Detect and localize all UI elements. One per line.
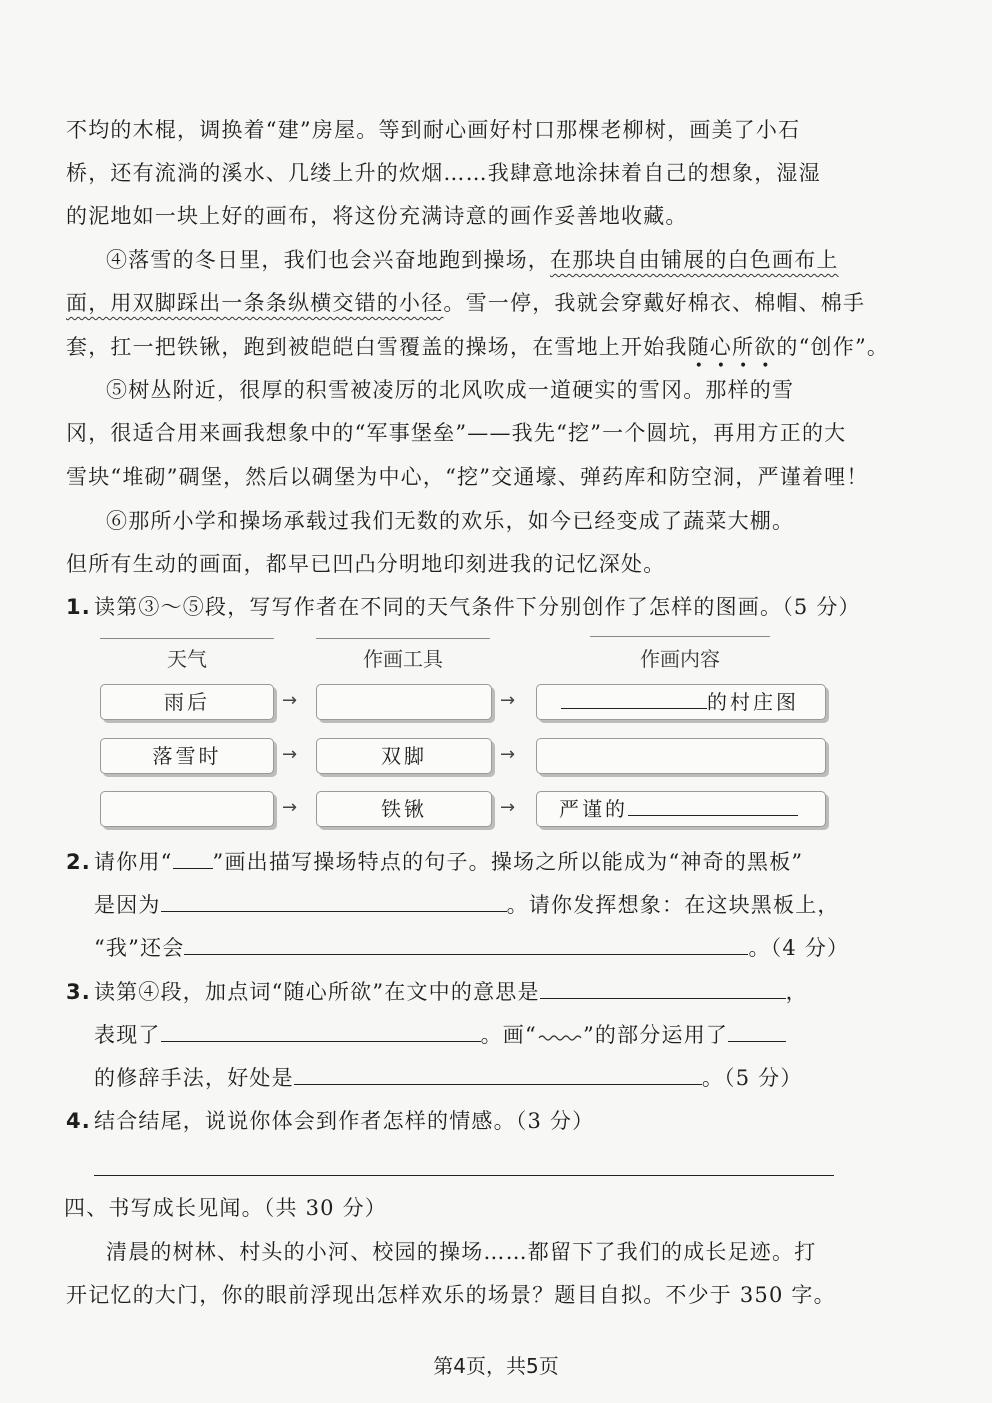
table-header-tool: 作画工具 <box>363 647 443 671</box>
question-3-line-2 <box>66 1019 836 1050</box>
question-1-text: 读第③～⑤段，写写作者在不同的天气条件下分别创作了怎样的图画。（5 分） <box>94 595 861 619</box>
paragraph-5-line-3: 雪块“堆砌”碉堡，然后以碉堡为中心，“挖”交通壕、弹药库和防空洞，严谨着哩！ <box>66 465 869 489</box>
answer-blank[interactable] <box>184 932 748 955</box>
cell-tool-2: 双脚 <box>316 738 492 774</box>
underline-symbol-blank <box>173 846 213 869</box>
paragraph-5-line-1: ⑤树丛附近，很厚的积雪被凌厉的北风吹成一道硬实的雪冈。那样的雪 <box>106 378 795 402</box>
page-number: 第4页，共5页 <box>433 1354 559 1378</box>
question-1 <box>66 592 861 622</box>
dotted-word-text: 随心所欲 <box>687 335 777 359</box>
cell-content-3-text: 严谨的 <box>559 797 628 821</box>
question-2-text-b1: 是因为 <box>94 893 161 917</box>
header-rule-content <box>590 636 770 637</box>
passage-line-3: 的泥地如一块上好的画布，将这份充满诗意的画作妥善地收藏。 <box>66 204 688 228</box>
cell-content-3 <box>536 791 826 827</box>
arrow-icon: → <box>282 744 298 765</box>
cell-content-1-text: 的村庄图 <box>707 690 799 714</box>
question-2-text-a2: ”画出描写操场特点的句子。操场之所以能成为“神奇的黑板” <box>212 850 804 874</box>
cell-tool-3: 铁锹 <box>316 791 492 827</box>
cell-content-1 <box>536 684 826 720</box>
p4-text-c1: 套，扛一把铁锹，跑到被皑皑白雪覆盖的操场，在雪地上开始我 <box>66 335 688 359</box>
answer-blank[interactable] <box>728 1019 786 1042</box>
answer-blank[interactable] <box>561 690 707 709</box>
question-1-number: 1. <box>66 595 91 619</box>
question-3-text-a2: ， <box>785 980 808 1004</box>
question-3-line-1 <box>66 976 836 1007</box>
passage-line-1: 不均的木棍，调换着“建”房屋。等到耐心画好村口那棵老柳树，画美了小石 <box>66 118 801 142</box>
section-4-line-2: 开记忆的大门，你的眼前浮现出怎样欢乐的场景？题目自拟。不少于 350 字。 <box>66 1283 836 1307</box>
question-4-number: 4. <box>66 1109 91 1133</box>
p4-text-b: 。雪一停，我就会穿戴好棉衣、棉帽、棉手 <box>443 291 866 315</box>
question-4-text: 结合结尾，说说你体会到作者怎样的情感。（3 分） <box>94 1109 595 1133</box>
question-3-text-b3: ”的部分运用了 <box>582 1023 729 1047</box>
question-3-text-b1: 表现了 <box>94 1023 161 1047</box>
header-rule-weather <box>100 638 274 639</box>
question-3-text-c1: 的修辞手法，好处是 <box>94 1066 294 1090</box>
question-2-line-1 <box>66 846 836 877</box>
question-2-text-c2: 。（4 分） <box>748 936 850 960</box>
table-header-content: 作画内容 <box>640 647 720 671</box>
question-2-line-3 <box>66 932 850 963</box>
section-4-title: 四、书写成长见闻。（共 30 分） <box>64 1196 387 1220</box>
cell-weather-3-answer[interactable] <box>100 791 274 827</box>
cell-content-2-answer[interactable] <box>536 738 826 774</box>
arrow-icon: → <box>500 690 516 711</box>
paragraph-4-line-2 <box>66 288 866 318</box>
question-4 <box>66 1106 836 1136</box>
question-2-number: 2. <box>66 850 91 874</box>
answer-blank[interactable] <box>628 797 798 816</box>
question-3-number: 3. <box>66 980 91 1004</box>
question-3-text-c2: 。（5 分） <box>701 1066 803 1090</box>
p4-text-a: ④落雪的冬日里，我们也会兴奋地跑到操场， <box>106 248 550 272</box>
arrow-icon: → <box>500 744 516 765</box>
answer-blank[interactable] <box>161 1019 481 1042</box>
question-2-text-c1: “我”还会 <box>94 936 185 960</box>
answer-blank[interactable] <box>161 889 507 912</box>
table-header-weather: 天气 <box>167 647 207 671</box>
answer-blank[interactable] <box>540 976 786 999</box>
arrow-icon: → <box>282 690 298 711</box>
question-3-text-a1: 读第④段，加点词“随心所欲”在文中的意思是 <box>94 980 540 1004</box>
cell-weather-1: 雨后 <box>100 684 274 720</box>
answer-blank[interactable] <box>294 1062 702 1085</box>
cell-tool-1-answer[interactable] <box>316 684 492 720</box>
p4-wavy-underline-2: 面，用双脚踩出一条条纵横交错的小径 <box>66 291 444 315</box>
section-4-line-1: 清晨的树林、村头的小河、校园的操场……都留下了我们的成长足迹。打 <box>106 1240 817 1264</box>
question-2-text-a1: 请你用“ <box>94 850 173 874</box>
paragraph-4-line-3 <box>66 332 890 374</box>
paragraph-5-line-2: 冈，很适合用来画我想象中的“军事堡垒”——我先“挖”一个圆坑，再用方正的大 <box>66 421 847 445</box>
paragraph-6-line-2: 但所有生动的画面，都早已凹凸分明地印刻进我的记忆深处。 <box>66 552 666 576</box>
question-3-line-3 <box>66 1062 836 1093</box>
p4-wavy-underline-1: 在那块自由铺展的白色画布上 <box>550 248 839 272</box>
wavy-symbol <box>537 1030 583 1042</box>
question-2-text-b2: 。请你发挥想象：在这块黑板上， <box>506 893 840 917</box>
header-rule-tool <box>316 638 490 639</box>
arrow-icon: → <box>500 797 516 818</box>
question-3-text-b2: 。画“ <box>480 1023 537 1047</box>
question-2-line-2 <box>66 889 840 920</box>
p4-text-c2: 的“创作”。 <box>776 335 890 359</box>
arrow-icon: → <box>282 797 298 818</box>
cell-weather-2: 落雪时 <box>100 738 274 774</box>
paragraph-4-line-1 <box>66 245 839 275</box>
paragraph-6-line-1: ⑥那所小学和操场承载过我们无数的欢乐，如今已经变成了蔬菜大棚。 <box>106 509 795 533</box>
question-4-answer-line[interactable] <box>94 1175 834 1176</box>
passage-line-2: 桥，还有流淌的溪水、几缕上升的炊烟……我肆意地涂抹着自己的想象，湿湿 <box>66 161 821 185</box>
emphasis-dots: • • • • <box>694 358 770 374</box>
dotted-word <box>687 335 777 374</box>
